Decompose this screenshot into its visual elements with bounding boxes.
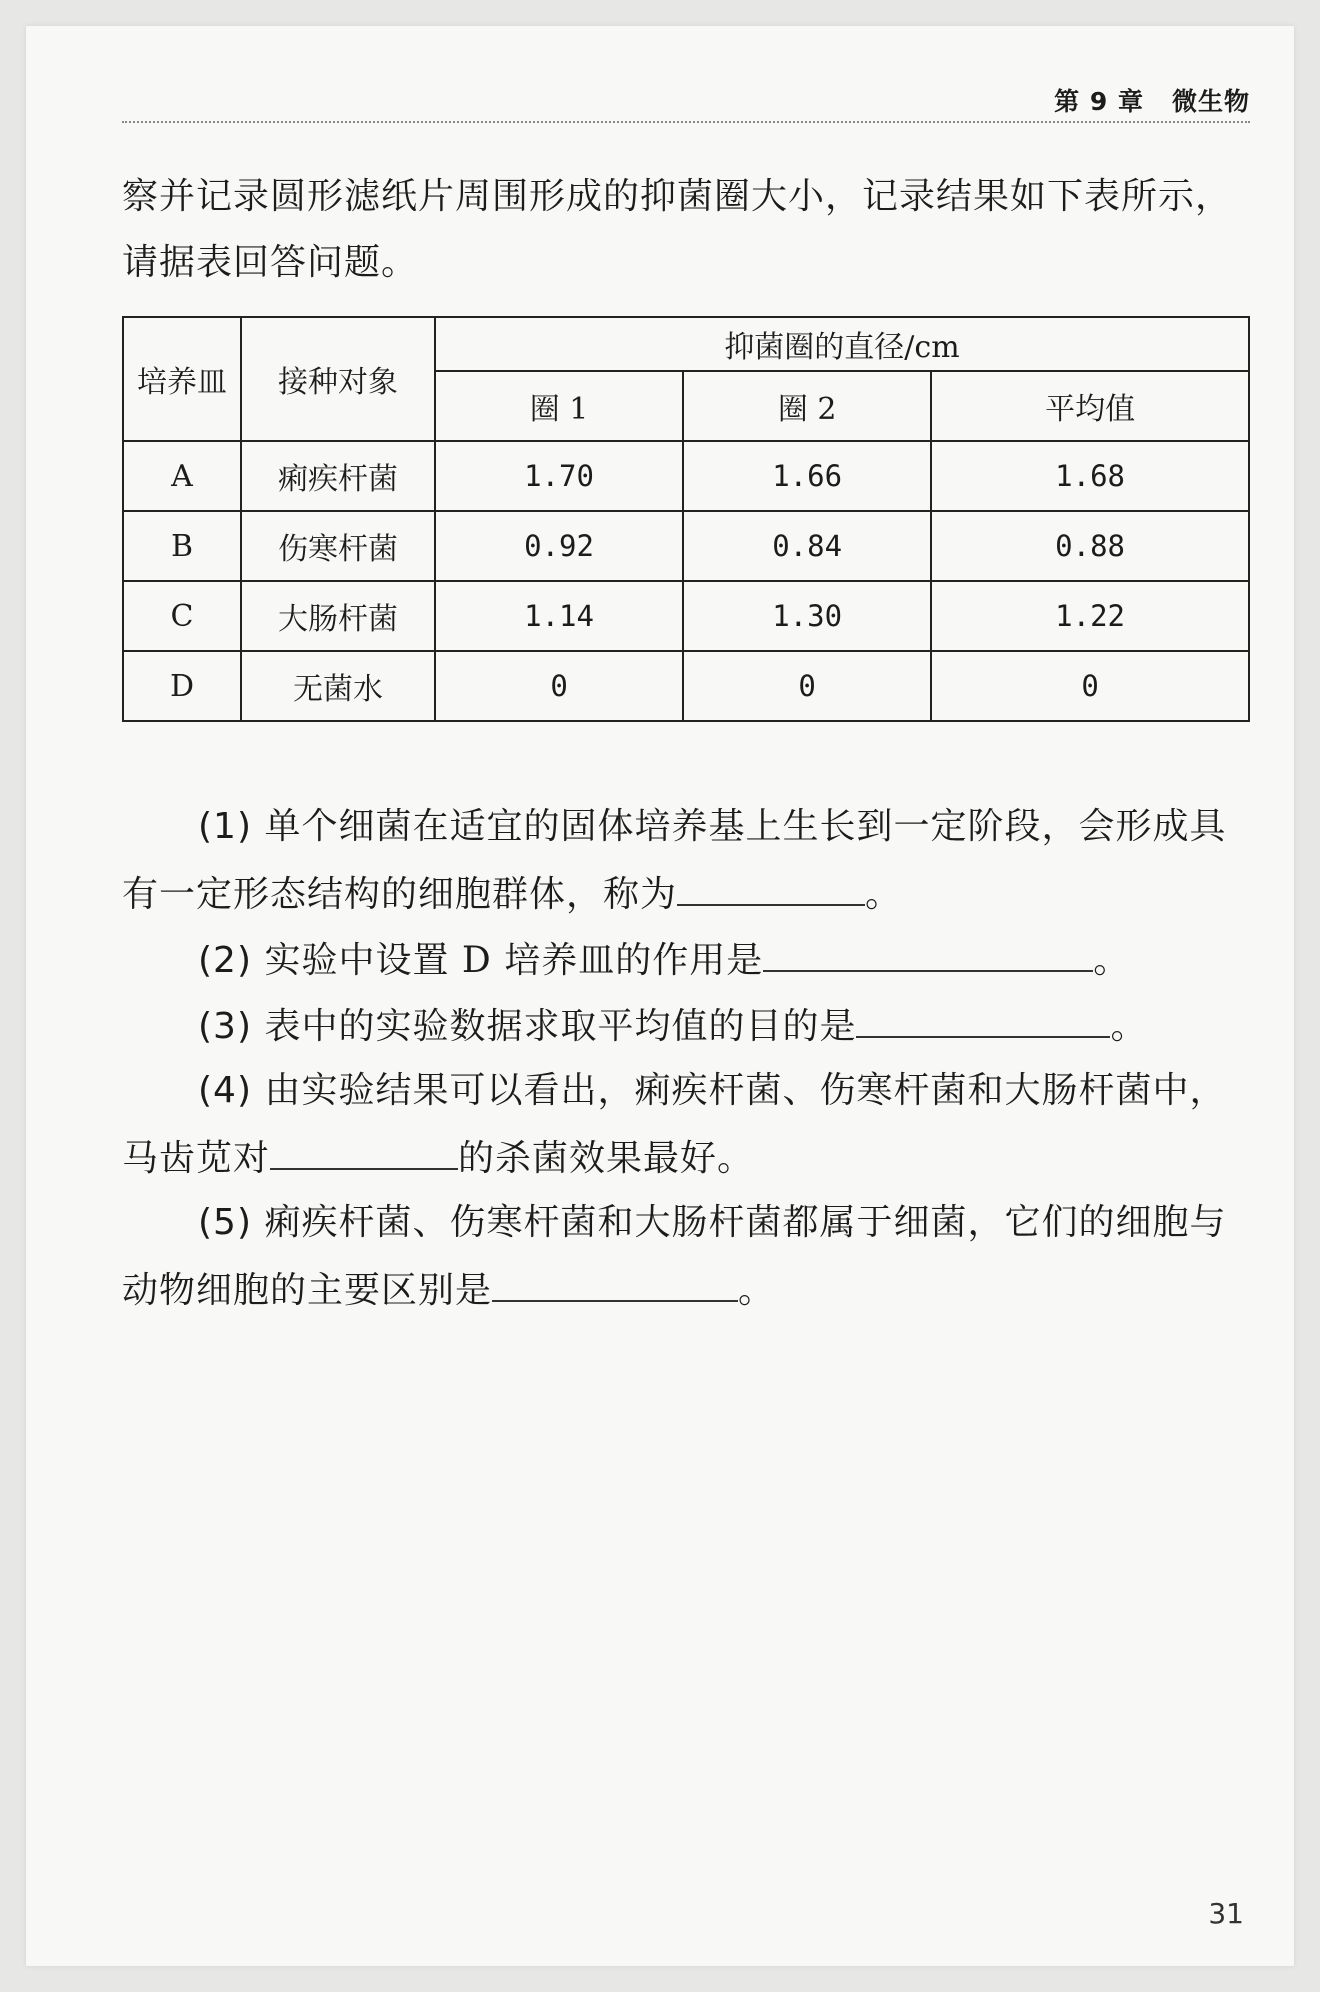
cell-dish: C: [123, 581, 241, 651]
cell-ring-1: 0: [435, 651, 683, 721]
header-ring-1: 圈 1: [435, 371, 683, 441]
question-tail: 。: [865, 874, 903, 915]
question-5: [122, 1190, 1250, 1324]
question-2: [122, 926, 1250, 994]
page-number: 31: [1208, 1897, 1244, 1930]
cell-average: 0: [931, 651, 1249, 721]
question-number: (2): [198, 940, 252, 981]
intro-paragraph: 察并记录圆形滤纸片周围形成的抑菌圈大小，记录结果如下表所示，请据表回答问题。: [122, 176, 1233, 283]
running-header: [122, 82, 1250, 118]
cell-dish: A: [123, 441, 241, 511]
header-group: 抑菌圈的直径/cm: [435, 317, 1249, 371]
answer-blank-5[interactable]: [492, 1256, 738, 1302]
header-target: 接种对象: [241, 317, 435, 441]
cell-ring-1: 1.14: [435, 581, 683, 651]
question-4: [122, 1058, 1250, 1192]
question-text: 由实验结果可以看出，痢疾杆菌、伤寒杆菌和大肠杆菌中，马齿苋对: [122, 1070, 1227, 1179]
question-tail: 的杀菌效果最好。: [458, 1138, 755, 1179]
cell-target: 痢疾杆菌: [241, 441, 435, 511]
question-tail: 。: [1110, 1006, 1148, 1047]
header-ring-2: 圈 2: [683, 371, 931, 441]
cell-dish: D: [123, 651, 241, 721]
answer-blank-4[interactable]: [270, 1124, 458, 1170]
page: [26, 26, 1294, 1966]
question-text: 痢疾杆菌、伤寒杆菌和大肠杆菌都属于细菌，它们的细胞与动物细胞的主要区别是: [122, 1202, 1227, 1311]
cell-ring-1: 1.70: [435, 441, 683, 511]
cell-average: 1.68: [931, 441, 1249, 511]
chapter-title: 微生物: [1171, 87, 1250, 116]
answer-blank-1[interactable]: [677, 860, 865, 906]
cell-ring-2: 1.66: [683, 441, 931, 511]
question-number: (3): [198, 1006, 252, 1047]
table-row: [123, 581, 1249, 651]
cell-ring-2: 0: [683, 651, 931, 721]
question-1: [122, 794, 1250, 928]
cell-average: 1.22: [931, 581, 1249, 651]
question-tail: 。: [1093, 940, 1131, 981]
question-3: [122, 992, 1250, 1060]
chapter-number: 第 9 章: [1054, 87, 1144, 116]
header-average: 平均值: [931, 371, 1249, 441]
answer-blank-2[interactable]: [763, 926, 1093, 972]
header-dish: 培养皿: [123, 317, 241, 441]
cell-average: 0.88: [931, 511, 1249, 581]
cell-target: 伤寒杆菌: [241, 511, 435, 581]
cell-target: 大肠杆菌: [241, 581, 435, 651]
cell-ring-2: 1.30: [683, 581, 931, 651]
results-table: [122, 316, 1250, 722]
question-number: (4): [198, 1070, 252, 1111]
question-number: (5): [198, 1202, 252, 1243]
cell-target: 无菌水: [241, 651, 435, 721]
question-number: (1): [198, 806, 252, 847]
cell-ring-2: 0.84: [683, 511, 931, 581]
answer-blank-3[interactable]: [856, 992, 1110, 1038]
table-row: [123, 651, 1249, 721]
header-divider: [122, 121, 1250, 123]
table-row: [123, 441, 1249, 511]
question-text: 表中的实验数据求取平均值的目的是: [264, 1006, 857, 1047]
question-text: 单个细菌在适宜的固体培养基上生长到一定阶段，会形成具有一定形态结构的细胞群体，称为: [122, 806, 1227, 915]
table-row: [123, 511, 1249, 581]
cell-ring-1: 0.92: [435, 511, 683, 581]
question-tail: 。: [738, 1270, 776, 1311]
question-text: 实验中设置 D 培养皿的作用是: [264, 940, 764, 981]
cell-dish: B: [123, 511, 241, 581]
